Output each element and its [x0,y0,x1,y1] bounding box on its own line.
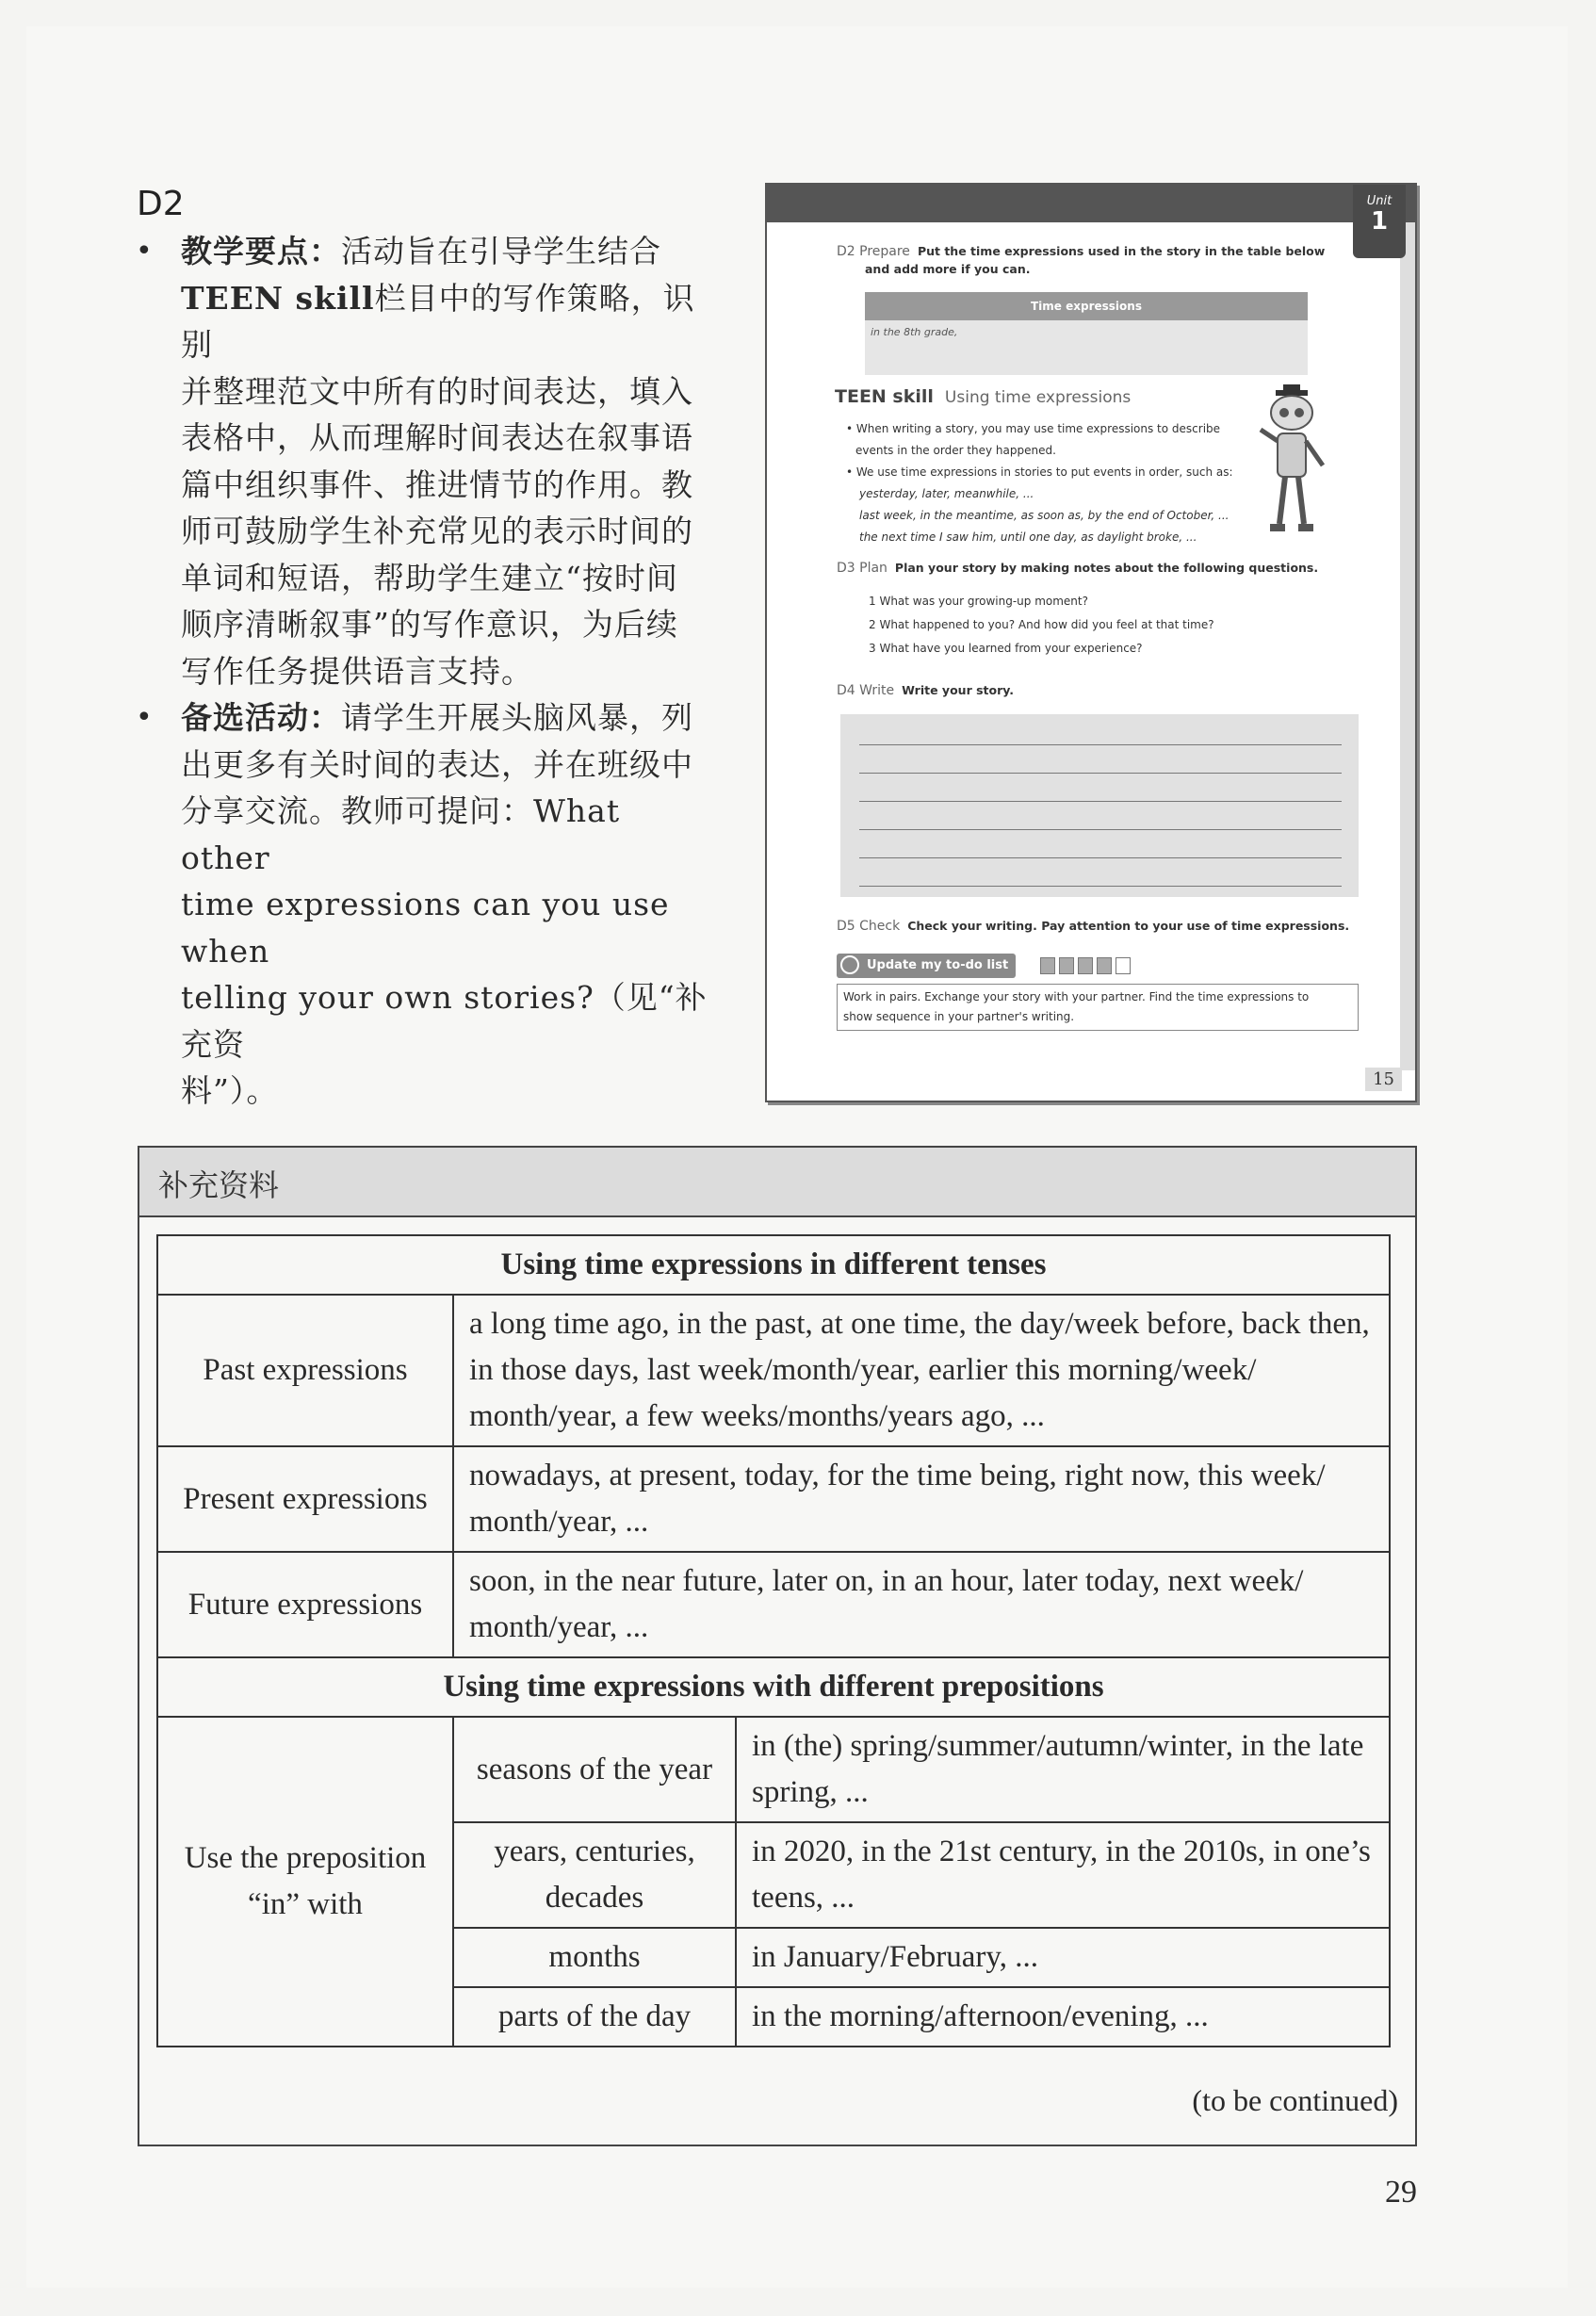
writing-line [859,773,1342,774]
section-heading-prepositions: Using time expressions with different prepositions [157,1657,1390,1717]
check-icon [840,955,859,974]
progress-square [1040,957,1055,974]
sub-label: seasons of the year [453,1717,736,1822]
plan-question: 2 What happened to you? And how did you feel at that time? [869,618,1214,631]
d4-instruction: Write your story. [902,683,1014,697]
robot-mascot-icon [1257,383,1332,552]
teen-skill-term: TEEN skill [181,279,375,317]
note-line: 表格中，从而理解时间表达在叙事语 [181,419,693,456]
teen-skill-tips [846,418,1261,548]
note-item-teaching-points [132,228,716,694]
note-line: 活动旨在引导学生结合 [341,233,661,269]
note-item-optional-activity [132,694,716,1115]
note-line: 并整理范文中所有的时间表达，填入 [181,372,693,410]
bullet-icon: • [136,235,154,268]
pair-work-text: Work in pairs. Exchange your story with your partner. Find the time expressions to [843,990,1310,1003]
section-heading: D2 [137,185,185,223]
tip-example: yesterday, later, meanwhile, ... [859,487,1034,500]
sub-label: years, centuries, decades [453,1822,736,1928]
note-line: 写作任务提供语言支持。 [181,652,533,690]
section-heading-tenses: Using time expressions in different tenses [157,1235,1390,1295]
unit-number: 1 [1370,207,1389,236]
teen-skill-subtitle: Using time expressions [944,388,1132,407]
progress-squares [1040,957,1134,975]
teaching-notes [132,228,716,1115]
row-text: in 2020, in the 21st century, in the 2010s, in one’s teens, ... [736,1822,1390,1928]
writing-line [859,744,1342,745]
d3-label: D3 Plan [837,561,888,576]
continued-note: (to be continued) [1192,2083,1398,2117]
note-line: 栏目中的写作策略，识别 [181,279,695,363]
time-expressions-table [156,1234,1391,2047]
supplement-title: 补充资料 [158,1167,280,1203]
side-strip [1400,222,1415,1070]
textbook-page-thumbnail [765,183,1417,1102]
time-table-example: in the 8th grade, [865,320,1308,375]
writing-area [840,714,1359,897]
note-line: 分享交流。教师可提问：What other [181,792,621,876]
time-table-header: Time expressions [865,292,1308,320]
progress-square [1097,957,1112,974]
progress-square [1059,957,1074,974]
note-label: 教学要点： [181,233,341,269]
note-line: 顺序清晰叙事”的写作意识，为后续 [181,606,678,643]
pair-work-text: show sequence in your partner's writing. [843,1010,1075,1023]
supplement-box [138,1146,1417,2146]
sub-label: months [453,1928,736,1987]
note-line: 师可鼓励学生补充常见的表示时间的 [181,513,693,549]
d5-label: D5 Check [837,919,901,934]
d4-label: D4 Write [837,683,895,698]
table-row [157,1717,1390,1822]
note-label: 备选活动： [181,699,341,736]
d3-instruction: Plan your story by making notes about the following questions. [894,561,1319,575]
unit-tab [1353,185,1406,258]
writing-line [859,857,1342,858]
row-label: Present expressions [157,1446,453,1552]
note-line: 料”）。 [181,1072,279,1109]
writing-line [859,801,1342,802]
d5-check [837,916,1349,934]
preposition-label: Use the preposition “in” with [157,1717,453,2047]
table-row [157,1657,1390,1717]
d4-write [837,680,1014,698]
update-todo-badge: Update my to-do list [837,954,1016,978]
writing-line [859,829,1342,830]
tip-line: • When writing a story, you may use time expressions to describe [846,422,1221,435]
progress-square [1078,957,1093,974]
table-row [157,1446,1390,1552]
top-bar [767,185,1415,222]
table-row [157,1552,1390,1657]
tip-example: last week, in the meantime, as soon as, by the end of October, ... [859,509,1230,522]
row-text: soon, in the near future, later on, in an hour, later today, next week/ month/year, ... [453,1552,1390,1657]
note-line: telling your own stories?（见“补充资 [181,979,708,1063]
progress-square-empty [1116,957,1131,974]
writing-line [859,886,1342,887]
row-text: in (the) spring/summer/autumn/winter, in the late spring, ... [736,1717,1390,1822]
row-label: Future expressions [157,1552,453,1657]
note-line: 出更多有关时间的表达，并在班级中 [181,745,693,783]
d5-instruction: Check your writing. Pay attention to your use of time expressions. [907,919,1350,933]
d3-plan [837,558,1318,576]
bullet-icon: • [136,701,154,734]
tip-line: events in the order they happened. [855,444,1056,457]
d2-instruction-cont: and add more if you can. [865,262,1031,276]
d2-instruction: Put the time expressions used in the story in the table below [917,244,1326,258]
d2-prepare [837,241,1327,277]
plan-question: 1 What was your growing-up moment? [869,595,1088,608]
page-number: 29 [1385,2175,1417,2210]
supplement-header [139,1148,1415,1217]
row-text: a long time ago, in the past, at one time, the day/week before, back then, in those days, last week/month/year, earlier this morning/week/ month/year, a few weeks/months/years ago, ... [453,1295,1390,1446]
sub-label: parts of the day [453,1987,736,2047]
table-row [157,1235,1390,1295]
row-label: Past expressions [157,1295,453,1446]
teen-skill-title: TEEN skill Using time expressions [835,386,1132,407]
tip-line: • We use time expressions in stories to put events in order, such as: [846,465,1233,479]
textbook-page-number: 15 [1365,1068,1402,1091]
pair-work-box [837,984,1359,1031]
plan-questions [869,590,1214,661]
row-text: in January/February, ... [736,1928,1390,1987]
row-text: nowadays, at present, today, for the time being, right now, this week/ month/year, ... [453,1446,1390,1552]
note-line: 请学生开展头脑风暴，列 [341,699,693,736]
unit-label: Unit [1366,194,1392,208]
note-line: 单词和短语，帮助学生建立“按时间 [181,559,678,596]
table-row [157,1295,1390,1446]
tip-example: the next time I saw him, until one day, as daylight broke, ... [859,530,1197,544]
note-line: time expressions can you use when [181,886,670,970]
plan-question: 3 What have you learned from your experience? [869,642,1143,655]
note-line: 篇中组织事件、推进情节的作用。教 [181,465,693,503]
d2-label: D2 Prepare [837,244,910,259]
row-text: in the morning/afternoon/evening, ... [736,1987,1390,2047]
